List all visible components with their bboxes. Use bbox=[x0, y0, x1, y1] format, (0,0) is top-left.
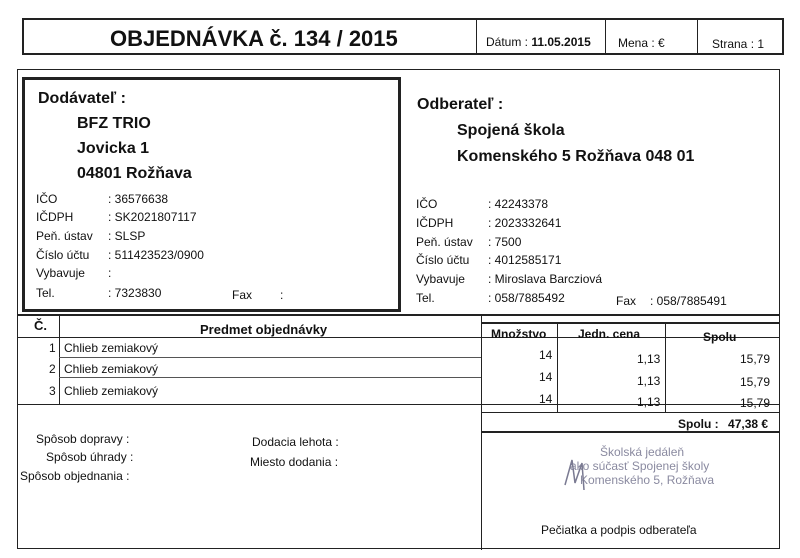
supplier-handler bbox=[36, 266, 376, 280]
field-value: : SK2021807117 bbox=[108, 210, 197, 224]
supplier-heading: Dodávateľ : bbox=[38, 90, 126, 107]
field-label: IČDPH bbox=[36, 210, 74, 224]
supplier-ico bbox=[36, 192, 376, 206]
row-price: 1,13 bbox=[637, 395, 661, 409]
transport-label: Spôsob dopravy : bbox=[36, 432, 130, 446]
date-field bbox=[486, 35, 591, 49]
customer-bank bbox=[416, 235, 776, 249]
field-label: IČDPH bbox=[416, 216, 454, 230]
customer-ico bbox=[416, 197, 776, 211]
supplier-street: Jovicka 1 bbox=[77, 140, 150, 157]
field-value: : Miroslava Barcziová bbox=[488, 272, 603, 286]
stamp-line: Školská jedáleň bbox=[600, 445, 685, 459]
field-label: Číslo účtu bbox=[36, 248, 90, 262]
row-item: Chlieb zemiakový bbox=[64, 362, 159, 376]
signature-icon bbox=[560, 455, 600, 495]
field-label: Tel. bbox=[416, 291, 435, 305]
row-total: 15,79 bbox=[740, 352, 771, 366]
customer-phone bbox=[416, 291, 616, 305]
supplier-phone bbox=[36, 286, 376, 300]
fax-value: : bbox=[280, 288, 284, 302]
field-value: : 2023332641 bbox=[488, 216, 562, 230]
payment-label: Spôsob úhrady : bbox=[46, 450, 134, 464]
row-total: 15,79 bbox=[740, 396, 771, 410]
page-number: Strana : 1 bbox=[712, 37, 765, 51]
col-header-qty: Množstvo bbox=[491, 327, 547, 341]
row-price: 1,13 bbox=[637, 374, 661, 388]
customer-fax bbox=[616, 294, 727, 308]
fax-label: Fax bbox=[616, 294, 637, 308]
field-value: : 42243378 bbox=[488, 197, 549, 211]
field-label: IČO bbox=[416, 197, 438, 211]
col-header-no: Č. bbox=[34, 318, 47, 333]
customer-handler bbox=[416, 272, 776, 286]
fax-label: Fax bbox=[232, 288, 253, 302]
row-total: 15,79 bbox=[740, 375, 771, 389]
field-value: : 058/7885492 bbox=[488, 291, 565, 305]
field-label: IČO bbox=[36, 192, 58, 206]
field-value: : 511423523/0900 bbox=[108, 248, 204, 262]
row-item: Chlieb zemiakový bbox=[64, 384, 159, 398]
stamp-line: ako súčasť Spojenej školy bbox=[570, 459, 710, 473]
field-label: Vybavuje bbox=[36, 266, 85, 280]
row-item: Chlieb zemiakový bbox=[64, 341, 159, 355]
customer-heading: Odberateľ : bbox=[417, 96, 504, 113]
row-qty: 14 bbox=[539, 348, 553, 362]
document-title: OBJEDNÁVKA č. 134 / 2015 bbox=[110, 26, 398, 51]
fax-value: : 058/7885491 bbox=[650, 294, 727, 308]
field-label: Číslo účtu bbox=[416, 253, 470, 267]
field-value: : SLSP bbox=[108, 229, 146, 243]
col-header-price: Jedn. cena bbox=[578, 327, 641, 341]
stamp-line: Komenského 5, Rožňava bbox=[580, 473, 715, 487]
signature-label: Pečiatka a podpis odberateľa bbox=[541, 523, 697, 537]
col-header-total: Spolu bbox=[703, 330, 737, 344]
field-label: Vybavuje bbox=[416, 272, 465, 286]
field-value: : 4012585171 bbox=[488, 253, 562, 267]
field-value: : 7500 bbox=[488, 235, 522, 249]
supplier-fax bbox=[232, 288, 283, 302]
supplier-account bbox=[36, 248, 376, 262]
row-qty: 14 bbox=[539, 370, 553, 384]
delivery-place-label: Miesto dodania : bbox=[250, 455, 339, 469]
supplier-name: BFZ TRIO bbox=[77, 115, 151, 132]
field-value: : 36576638 bbox=[108, 192, 169, 206]
col-header-item: Predmet objednávky bbox=[200, 322, 328, 337]
date-label: Dátum : bbox=[486, 35, 529, 49]
row-price: 1,13 bbox=[637, 352, 661, 366]
field-label: Peň. ústav bbox=[36, 229, 93, 243]
supplier-bank bbox=[36, 229, 376, 243]
stamp bbox=[560, 445, 770, 487]
supplier-city: 04801 Rožňava bbox=[77, 165, 192, 182]
date-value: 11.05.2015 bbox=[531, 35, 591, 49]
delivery-term-label: Dodacia lehota : bbox=[252, 435, 339, 449]
customer-icdph bbox=[416, 216, 776, 230]
sum-label: Spolu : bbox=[678, 417, 719, 431]
currency-field: Mena : € bbox=[618, 36, 665, 50]
customer-account bbox=[416, 253, 776, 267]
customer-address: Komenského 5 Rožňava 048 01 bbox=[457, 148, 695, 165]
customer-name: Spojená škola bbox=[457, 122, 565, 139]
supplier-icdph bbox=[36, 210, 376, 224]
field-label: Peň. ústav bbox=[416, 235, 473, 249]
field-value: : 7323830 bbox=[108, 286, 162, 300]
field-label: Tel. bbox=[36, 286, 55, 300]
sum-row bbox=[678, 417, 768, 431]
row-number: 1 bbox=[49, 341, 56, 355]
row-number: 2 bbox=[49, 362, 56, 376]
sum-value: 47,38 € bbox=[728, 417, 769, 431]
field-value: : bbox=[108, 266, 112, 280]
row-qty: 14 bbox=[539, 392, 553, 406]
ordering-label: Spôsob objednania : bbox=[20, 469, 130, 483]
row-number: 3 bbox=[49, 384, 56, 398]
